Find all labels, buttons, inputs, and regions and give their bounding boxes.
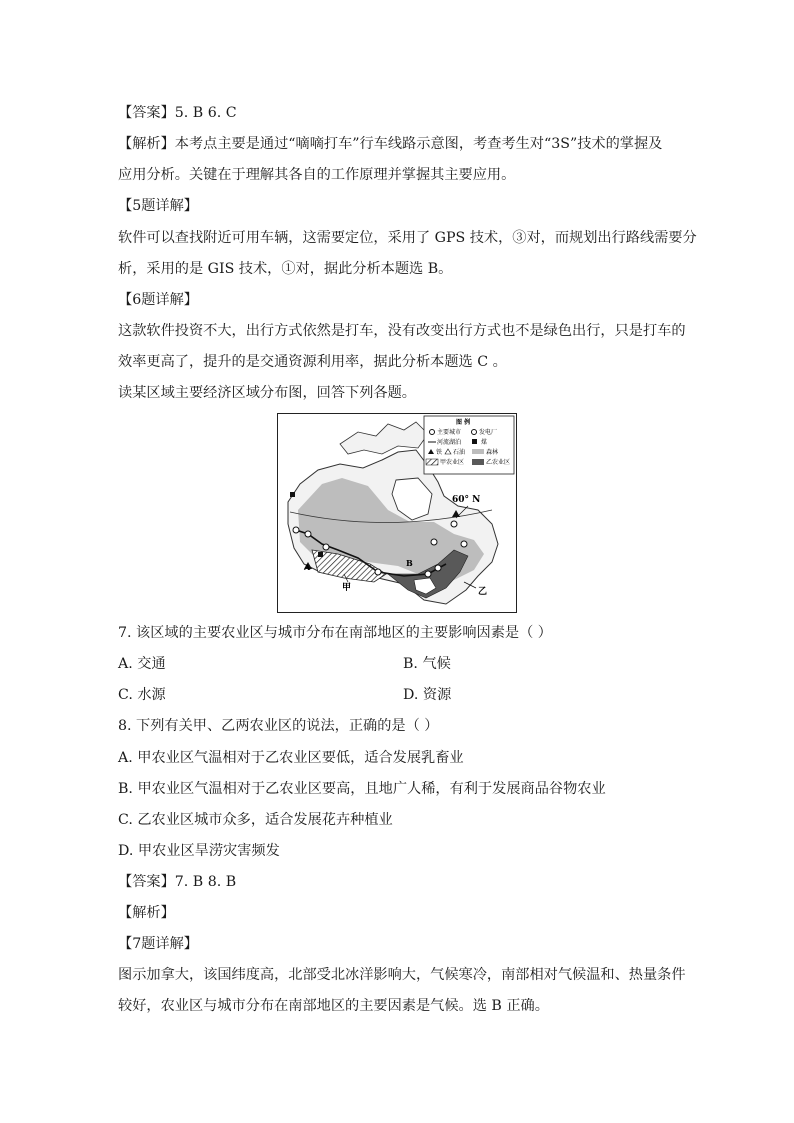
legend-zone-b-icon <box>472 459 484 465</box>
analysis-line: 【解析】本考点主要是通过“嘀嘀打车”行车线路示意图，考查考生对“3S”技术的掌握及 <box>118 136 663 152</box>
city-marker <box>435 565 441 571</box>
city-marker <box>305 531 311 537</box>
q7-option-c: C. 水源 <box>118 687 166 703</box>
label-b: B <box>406 558 413 568</box>
city-marker <box>461 541 467 547</box>
label-jia: 甲 <box>342 583 352 593</box>
paragraph-line: 这款软件投资不大，出行方式依然是打车，没有改变出行方式也不是绿色出行，只是打车的 <box>118 323 686 339</box>
coal-marker <box>290 492 295 497</box>
prompt-line: 读某区域主要经济区域分布图，回答下列各题。 <box>118 385 416 401</box>
city-marker <box>425 571 431 577</box>
detail-7-heading: 【7题详解】 <box>118 936 198 952</box>
analysis-line: 应用分析。关键在于理解其各自的工作原理并掌握其主要应用。 <box>118 167 516 183</box>
city-marker <box>451 521 457 527</box>
section-heading: 【6题详解】 <box>118 292 198 308</box>
q7-option-d: D. 资源 <box>403 687 452 703</box>
legend-forest-icon <box>472 449 484 454</box>
legend-zone-b-label: 乙农业区 <box>486 459 511 466</box>
legend-title: 图 例 <box>456 419 471 426</box>
analysis-heading-2: 【解析】 <box>118 905 175 921</box>
city-marker <box>431 539 437 545</box>
answer-line-2: 【答案】7. B 8. B <box>118 874 237 890</box>
legend-iron-label: 铁 <box>436 449 443 456</box>
paragraph-line: 软件可以查找附近可用车辆，这需要定位，采用了 GPS 技术，③对，而规划出行路线需要分 <box>118 230 697 246</box>
city-marker <box>293 527 299 533</box>
detail-7-line: 较好，农业区与城市分布在南部地区的主要因素是气候。选 B 正确。 <box>118 998 549 1014</box>
legend-city-label: 主要城市 <box>437 429 462 436</box>
legend-forest-label: 森林 <box>486 449 499 456</box>
region-map <box>277 413 517 613</box>
q8-option-d: D. 甲农业区旱涝灾害频发 <box>118 843 280 859</box>
q8-option-a: A. 甲农业区气温相对于乙农业区要低，适合发展乳畜业 <box>118 750 464 766</box>
answer-line: 【答案】5. B 6. C <box>118 105 237 121</box>
detail-7-line: 图示加拿大，该国纬度高，北部受北冰洋影响大，气候寒冷，南部相对气候温和、热量条件 <box>118 967 686 983</box>
legend-city-icon <box>430 430 435 435</box>
label-yi: 乙 <box>478 587 488 597</box>
paragraph-line: 析，采用的是 GIS 技术，①对，据此分析本题选 B。 <box>118 261 453 277</box>
legend-coal-label: 煤 <box>481 439 488 446</box>
coal-marker <box>318 552 323 557</box>
legend-power-label: 发电厂 <box>479 429 498 436</box>
legend-zone-a-label: 甲农业区 <box>440 459 465 466</box>
legend-lake-label: 河流湖泊 <box>437 439 462 446</box>
legend-zone-a-icon <box>426 459 438 465</box>
q8-option-b: B. 甲农业区气温相对于乙农业区要高，且地广人稀，有利于发展商品谷物农业 <box>118 781 606 797</box>
legend-oil-label: 石油 <box>453 449 466 456</box>
legend-coal-icon <box>472 439 477 444</box>
arctic-islands <box>340 422 428 454</box>
city-marker <box>323 544 329 550</box>
paragraph-line: 效率更高了，提升的是交通资源利用率，据此分析本题选 C 。 <box>118 354 507 370</box>
label-a: A <box>304 562 311 572</box>
question-7-stem: 7. 该区域的主要农业区与城市分布在南部地区的主要影响因素是（ ） <box>118 625 552 641</box>
legend-power-icon <box>472 430 477 435</box>
section-heading: 【5题详解】 <box>118 198 198 214</box>
q7-option-a: A. 交通 <box>118 656 166 672</box>
city-marker <box>375 569 381 575</box>
question-8-stem: 8. 下列有关甲、乙两农业区的说法，正确的是（ ） <box>118 718 439 734</box>
q8-option-c: C. 乙农业区城市众多，适合发展花卉种植业 <box>118 812 393 828</box>
latitude-label: 60° N <box>452 495 481 505</box>
q7-option-b: B. 气候 <box>403 656 451 672</box>
